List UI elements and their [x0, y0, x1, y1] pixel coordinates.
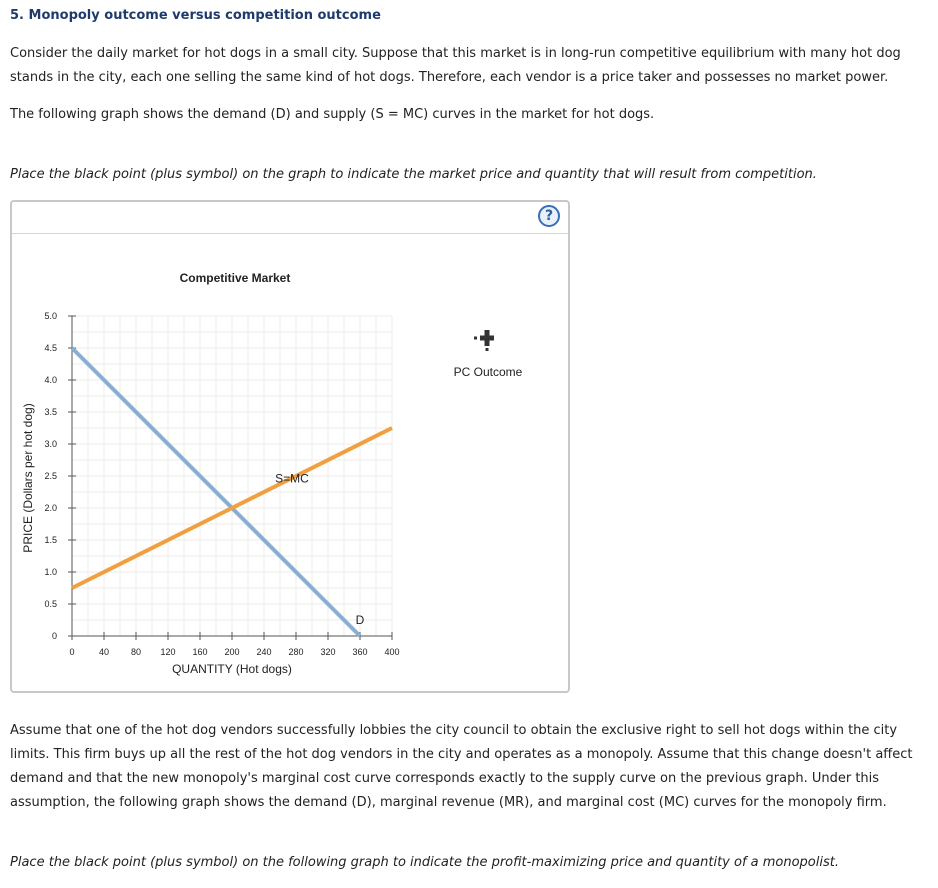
x-tick-label: 320	[320, 647, 336, 657]
question-title: 5. Monopoly outcome versus competition outcome	[10, 8, 381, 23]
x-tick-label: 80	[130, 647, 142, 657]
y-tick-label: 5.0	[44, 311, 57, 321]
x-tick-label: 160	[192, 647, 208, 657]
y-tick-label: 4.5	[44, 343, 57, 353]
x-tick-label: 280	[288, 647, 304, 657]
y-tick-label: 3.0	[44, 439, 57, 449]
plus-icon-horizontal[interactable]	[480, 336, 494, 341]
x-tick-label: 120	[160, 647, 176, 657]
y-tick-label: 3.5	[44, 407, 57, 417]
y-tick-label: 0	[51, 631, 57, 641]
competition-instruction: Place the black point (plus symbol) on the graph to indicate the market price and quantity that will result from competition.	[10, 167, 817, 182]
y-tick-label: 1.0	[44, 567, 57, 577]
pc-outcome-tool[interactable]	[474, 330, 494, 351]
intro-paragraph-1: Consider the daily market for hot dogs in a small city. Suppose that this market is in long-run competitive equilibrium with many hot dog stands in the city, each one selling the same kind of hot dogs. Therefore, each vendor is a price taker and possesses no market power.	[10, 46, 901, 85]
monopoly-instruction: Place the black point (plus symbol) on the following graph to indicate the profit-maximizing price and quantity of a monopolist.	[10, 855, 839, 870]
y-tick-label: 2.5	[44, 471, 57, 481]
help-icon[interactable]: ?	[538, 205, 560, 227]
y-tick-label: 0.5	[44, 599, 57, 609]
y-axis-label: PRICE (Dollars per hot dog)	[21, 403, 35, 553]
plus-icon-handle-left	[474, 337, 477, 340]
y-tick-label: 1.5	[44, 535, 57, 545]
x-tick-label: 0	[69, 647, 75, 657]
plus-icon-handle-bottom	[486, 348, 489, 351]
pc-outcome-label: PC Outcome	[453, 365, 523, 379]
chart-title: Competitive Market	[179, 271, 291, 285]
x-tick-label: 200	[224, 647, 240, 657]
x-tick-label: 360	[352, 647, 368, 657]
y-tick-label: 2.0	[44, 503, 57, 513]
monopoly-paragraph: Assume that one of the hot dog vendors successfully lobbies the city council to obtain the exclusive right to sell hot dogs within the city limits. This firm buys up all the rest of the hot dog vendors in the city and operates as a monopoly. Assume that this change doesn't affect demand and that the new monopoly's marginal cost curve corresponds exactly to the supply curve on the previous graph. Under this assumption, the following graph shows the demand (D), marginal revenue (MR), and marginal cost (MC) curves for the monopoly firm.	[10, 723, 913, 810]
x-axis-label: QUANTITY (Hot dogs)	[172, 662, 292, 676]
x-tick-label: 240	[256, 647, 272, 657]
x-tick-label: 400	[384, 647, 400, 657]
y-tick-label: 4.0	[44, 375, 57, 385]
supply-curve-label: S=MC	[275, 471, 309, 486]
x-tick-label: 40	[98, 647, 110, 657]
demand-curve-label: D	[355, 613, 365, 627]
intro-paragraph-2: The following graph shows the demand (D) and supply (S = MC) curves in the market for hot dogs.	[10, 107, 655, 122]
